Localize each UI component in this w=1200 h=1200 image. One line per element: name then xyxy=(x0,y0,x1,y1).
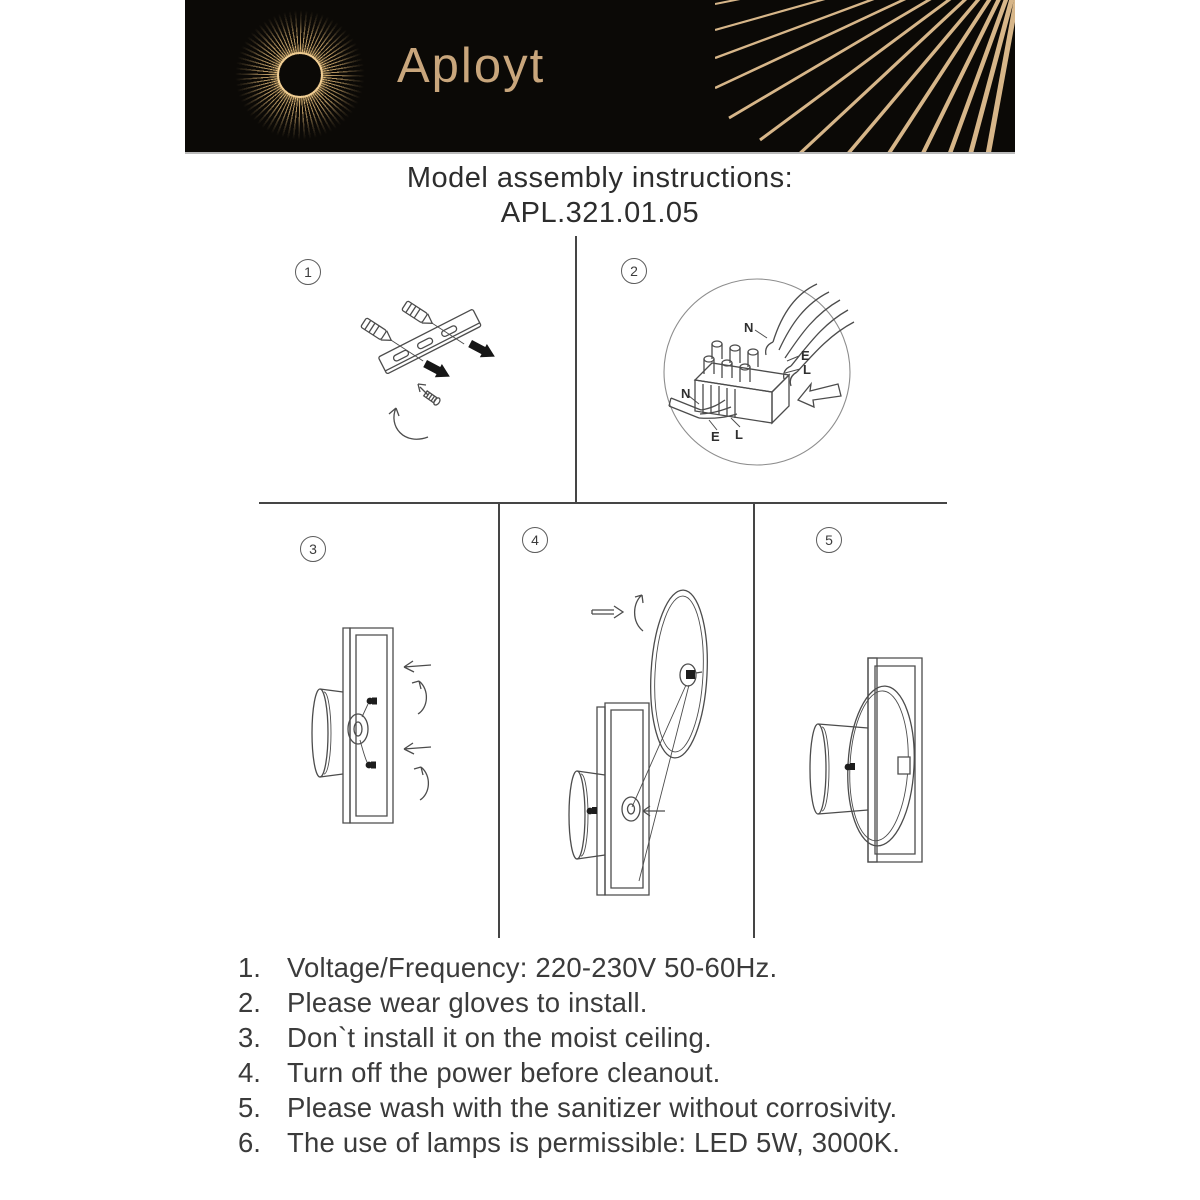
screw-arrow xyxy=(592,606,623,618)
lamp-holder xyxy=(348,714,368,744)
document-title xyxy=(0,161,1200,231)
insert-direction-arrow xyxy=(422,337,499,383)
divider-top-vertical xyxy=(575,236,577,503)
item-number: 4. xyxy=(238,1057,261,1088)
model-number: APL.321.01.05 xyxy=(500,197,700,229)
divider-horizontal xyxy=(259,502,947,504)
wall-cup xyxy=(312,689,343,777)
item-number: 3. xyxy=(238,1022,261,1053)
brand-banner xyxy=(185,0,1015,152)
item-text: Please wear gloves to install. xyxy=(287,987,648,1018)
detail-circle xyxy=(664,279,850,465)
wire-label-n-left: N xyxy=(681,386,691,401)
item-text: Turn off the power before cleanout. xyxy=(287,1057,721,1088)
wall-anchor xyxy=(402,301,468,349)
instruction-list xyxy=(238,950,1068,1160)
wall-cup xyxy=(569,771,605,859)
alignment-lines xyxy=(632,685,689,881)
screw-arrow xyxy=(404,743,431,754)
list-item xyxy=(238,1125,1068,1160)
rotate-arrow xyxy=(414,767,428,800)
backplate xyxy=(343,628,350,823)
wall-cup xyxy=(810,724,868,814)
step-badge-5: 5 xyxy=(816,527,842,553)
divider-bottom-right xyxy=(753,502,755,938)
list-item xyxy=(238,1020,1068,1055)
list-item xyxy=(238,1090,1068,1125)
list-item xyxy=(238,985,1068,1020)
divider-bottom-left xyxy=(498,502,500,938)
terminal-block xyxy=(695,363,789,423)
item-text: The use of lamps is permissible: LED 5W, 3000K. xyxy=(287,1127,901,1158)
step4-disc-drawing xyxy=(555,585,735,905)
lamp-holder xyxy=(622,797,640,821)
wire-label-l-bottom: L xyxy=(735,427,743,442)
step5-assembled-drawing xyxy=(805,650,935,870)
brand-name: Aployt xyxy=(397,39,546,93)
lamp-frame xyxy=(350,628,393,823)
starburst-ring xyxy=(277,52,323,98)
step-badge-2: 2 xyxy=(621,258,647,284)
title-line1: Model assembly instructions: xyxy=(406,162,794,194)
screw-arrow xyxy=(404,661,431,672)
step-badge-1: 1 xyxy=(295,259,321,285)
item-number: 5. xyxy=(238,1092,261,1123)
backplate xyxy=(597,707,605,895)
wire-label-l-right: L xyxy=(803,362,811,377)
ray-decoration-icon xyxy=(715,0,1015,152)
center-hub xyxy=(680,664,702,686)
push-direction-arrow xyxy=(798,384,841,407)
mount-arrow xyxy=(643,806,665,816)
side-knob xyxy=(898,757,910,774)
item-number: 1. xyxy=(238,952,261,983)
list-item xyxy=(238,1055,1068,1090)
item-text: Voltage/Frequency: 220-230V 50-60Hz. xyxy=(287,952,778,983)
step-badge-4: 4 xyxy=(522,527,548,553)
screw-direction-arrow xyxy=(418,384,428,395)
step1-bracket-drawing xyxy=(280,288,530,458)
item-number: 2. xyxy=(238,987,261,1018)
terminal-posts xyxy=(704,341,758,382)
wire-label-e-right: E xyxy=(801,348,810,363)
item-text: Please wash with the sanitizer without corrosivity. xyxy=(287,1092,898,1123)
step-badge-3: 3 xyxy=(300,536,326,562)
rotate-arrow xyxy=(635,595,643,631)
step3-frame-drawing xyxy=(300,620,440,835)
starburst-logo-icon xyxy=(234,9,366,141)
item-number: 6. xyxy=(238,1127,261,1158)
list-item xyxy=(238,950,1068,985)
wire-label-e-bottom: E xyxy=(711,429,720,444)
rotate-arrow xyxy=(389,408,428,439)
disc-diffuser xyxy=(647,589,712,760)
item-text: Don`t install it on the moist ceiling. xyxy=(287,1022,712,1053)
wire-label-n-top: N xyxy=(744,320,754,335)
rotate-arrow xyxy=(412,681,426,714)
